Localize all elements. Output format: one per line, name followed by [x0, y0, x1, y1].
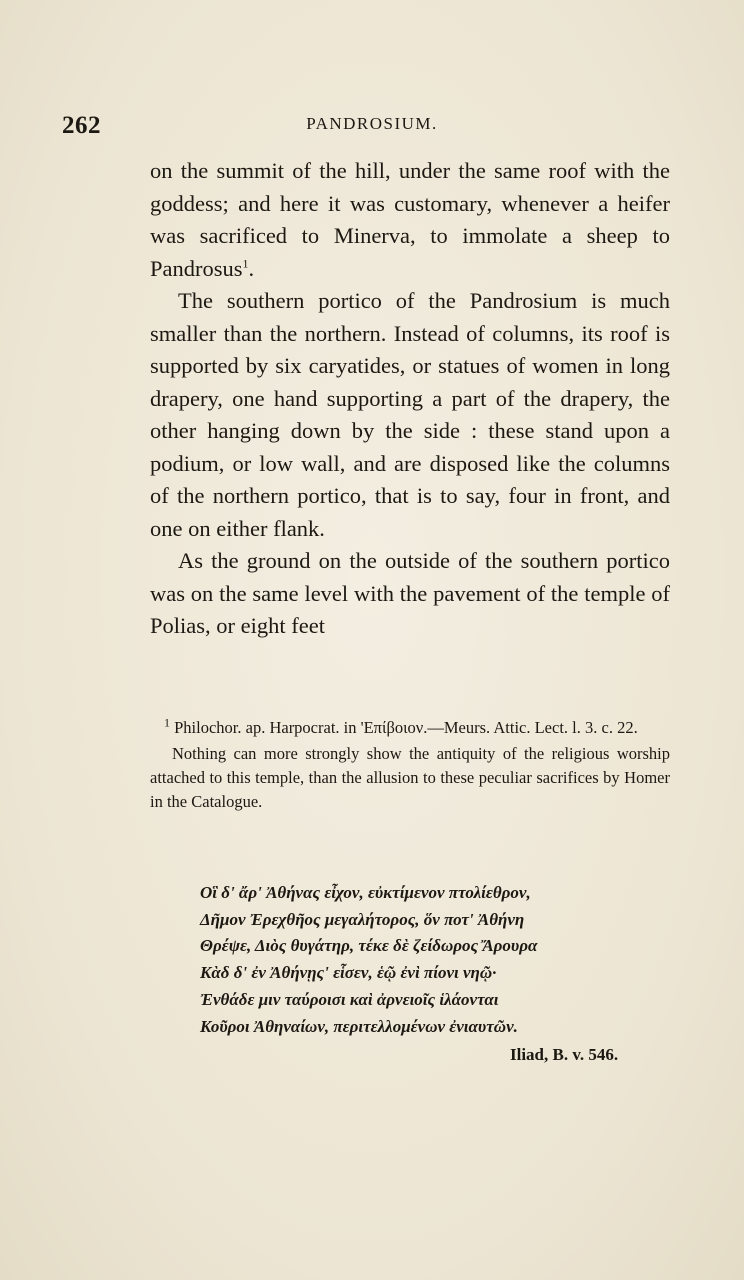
greek-quotation	[200, 880, 670, 1040]
paragraph-1-text: on the summit of the hill, under the same roof with the goddess; and here it was customary, whenever a heifer was sacrificed to Minerva, to immolate a sheep to Pandrosus	[150, 158, 670, 281]
page-number: 262	[62, 112, 101, 139]
greek-line: Κοῦροι Ἀθηναίων, περιτελλομένων ἐνιαυτῶν.	[200, 1016, 518, 1036]
body-text	[150, 155, 670, 643]
paragraph-2: The southern portico of the Pandrosium is much smaller than the northern. Instead of columns, its roof is supported by six caryatides, or statues of women in long drapery, one hand supporting a part of the drapery, the other hanging down by the side : these stand upon a podium, or low wall, and are disposed like the columns of the northern portico, that is to say, four in front, and one on either flank.	[150, 288, 670, 541]
greek-line: Οἳ δ' ἄρ' Ἀθήνας εἶχον, εὐκτίμενον πτολίεθρον,	[200, 883, 531, 902]
footnote-marker: 1	[164, 715, 170, 730]
paragraph-1-end: .	[248, 255, 255, 281]
footnote-continuation: Nothing can more strongly show the antiquity of the religious worship attached to this temple, than the allusion to these peculiar sacrifices by Homer in the Catalogue.	[150, 744, 670, 811]
footnote-1-text: Philochor. ap. Harpocrat. in 'Επίβοιον.—Meurs. Attic. Lect. l. 3. c. 22.	[174, 718, 638, 737]
greek-line: Κὰδ δ' ἐν Ἀθήνῃς' εἷσεν, ἑῷ ἐνὶ πίονι νηῷ·	[200, 963, 497, 983]
footnote-1	[150, 716, 670, 740]
paragraph-3: As the ground on the outside of the southern portico was on the same level with the pavement of the temple of Polias, or eight feet	[150, 548, 670, 638]
footnotes	[150, 716, 670, 814]
paragraph-1	[150, 155, 670, 285]
running-title: PANDROSIUM.	[306, 114, 438, 133]
greek-line: Δῆμον Ἐρεχθῆος μεγαλήτορος, ὅν ποτ' Ἀθήνη	[200, 909, 525, 929]
greek-line: Θρέψε, Διὸς θυγάτηρ, τέκε δὲ ζείδωρος Ἄρουρα	[200, 936, 538, 956]
greek-line: Ἐνθάδε μιν ταύροισι καὶ ἀρνειοῖς ἱλάονται	[200, 989, 499, 1009]
quotation-citation: Iliad, B. v. 546.	[510, 1045, 619, 1064]
footnote-reference: 1	[242, 256, 249, 270]
